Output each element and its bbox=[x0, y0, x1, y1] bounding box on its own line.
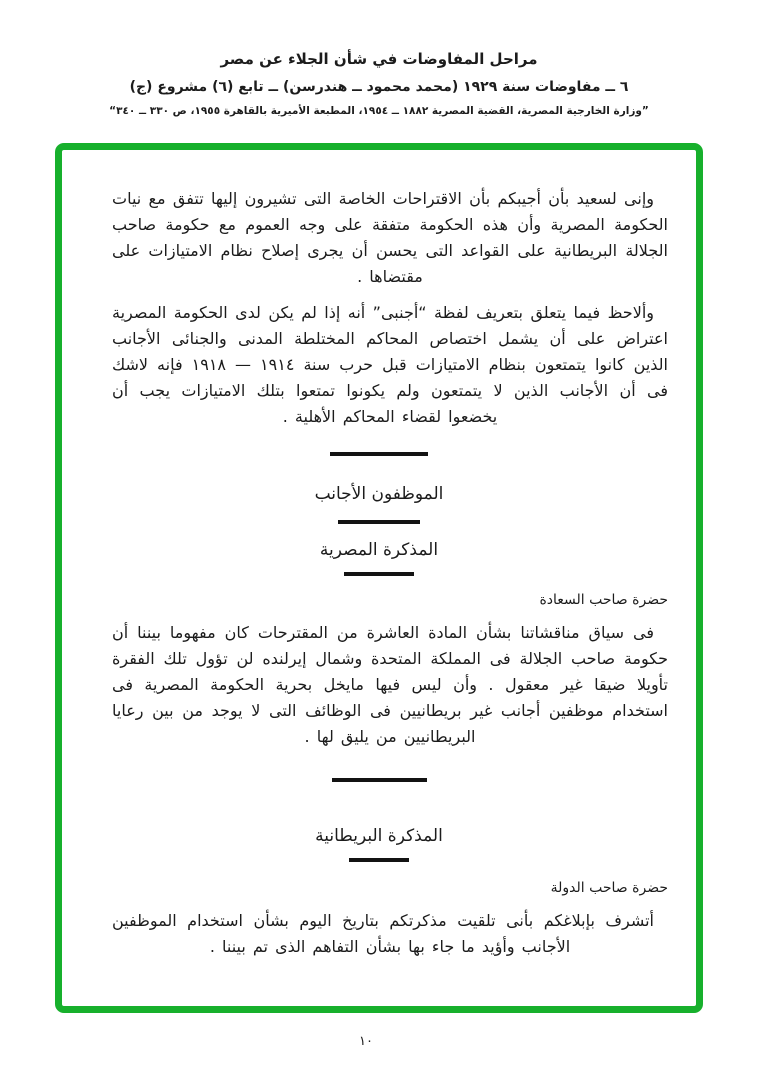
header-title: مراحل المفاوضات في شأن الجلاء عن مصر bbox=[220, 50, 538, 68]
section-divider bbox=[330, 452, 428, 456]
green-annotation-frame bbox=[55, 143, 703, 1013]
section-divider bbox=[338, 520, 420, 524]
header-subtitle: ٦ ــ مفاوضات سنة ١٩٢٩ (محمد محمود ــ هندرسن) ــ تابع (٦) مشروع (ج) bbox=[129, 79, 629, 95]
paragraph-acknowledgement: أتشرف بإبلاغكم بأنى تلقيت مذكرتكم بتاريخ اليوم بشأن استخدام الموظفين الأجانب وأؤيد ما جاء بها بشأن التفاهم الذى تم بيننا . bbox=[112, 911, 654, 956]
section-divider bbox=[344, 572, 414, 576]
paragraph-article-ten: فى سياق مناقشاتنا بشأن المادة العاشرة من المقترحات كان مفهوما بيننا أن حكومة صاحب الجلالة فى المملكة المتحدة وشمال إيرلنده لن تؤول تلك الفقرة تأويلا ضيقا غير معقول . وأن ليس فيها مايخل بحرية الحكومة المصرية فى استخدام موظفين أجانب غير بريطانيين فى الوظائف التى لا يوجد من بين رعايا البريطانيين من يليق لها . bbox=[112, 623, 668, 746]
section-divider bbox=[349, 858, 409, 862]
section-headings-egyptian bbox=[101, 452, 657, 576]
header-citation: ”وزارة الخارجية المصرية، القضية المصرية ١٨٨٢ ــ ١٩٥٤، المطبعة الأميرية بالقاهرة ١٩٥٥، ص ٣٣٠ ــ ٣٤٠“ bbox=[109, 105, 649, 117]
heading-british-memo: المذكرة البريطانية bbox=[315, 826, 443, 846]
salutation-his-lordship: حضرة صاحب الدولة bbox=[550, 880, 668, 896]
salutation-his-excellency: حضرة صاحب السعادة bbox=[539, 592, 668, 608]
section-headings-british bbox=[101, 778, 657, 862]
page-number: ١٠ bbox=[359, 1034, 373, 1049]
section-divider bbox=[332, 778, 427, 782]
heading-egyptian-memo: المذكرة المصرية bbox=[319, 540, 439, 560]
document-header bbox=[0, 50, 758, 117]
paragraph-privileges-reply: وإنى لسعيد بأن أجيبكم بأن الاقتراحات الخاصة التى تشيرون إليها تتفق مع نيات الحكومة المصرية وأن هذه الحكومة متفقة على وجه العموم مع حكومة صاحب الجلالة البريطانية على القواعد التى يحسن أن يجرى إصلاح نظام الامتيازات على مقتضاها . bbox=[112, 189, 668, 286]
paragraph-foreigner-definition: وألاحظ فيما يتعلق بتعريف لفظة “أجنبى” أنه إذا لم يكن لدى الحكومة المصرية اعتراض على أن يشمل اختصاص المحاكم المختلطة المدنى والجنائى الأجانب الذين كانوا يتمتعون بنظام الامتيازات قبل حرب سنة ١٩١٤ — ١٩١٨ فإنه لاشك فى أن الأجانب الذين لا يتمتعون ولم يكونوا تمتعوا بتلك الامتيازات يجب أن يخضعوا لقضاء المحاكم الأهلية . bbox=[112, 303, 668, 426]
heading-foreign-officials: الموظفون الأجانب bbox=[314, 484, 444, 504]
